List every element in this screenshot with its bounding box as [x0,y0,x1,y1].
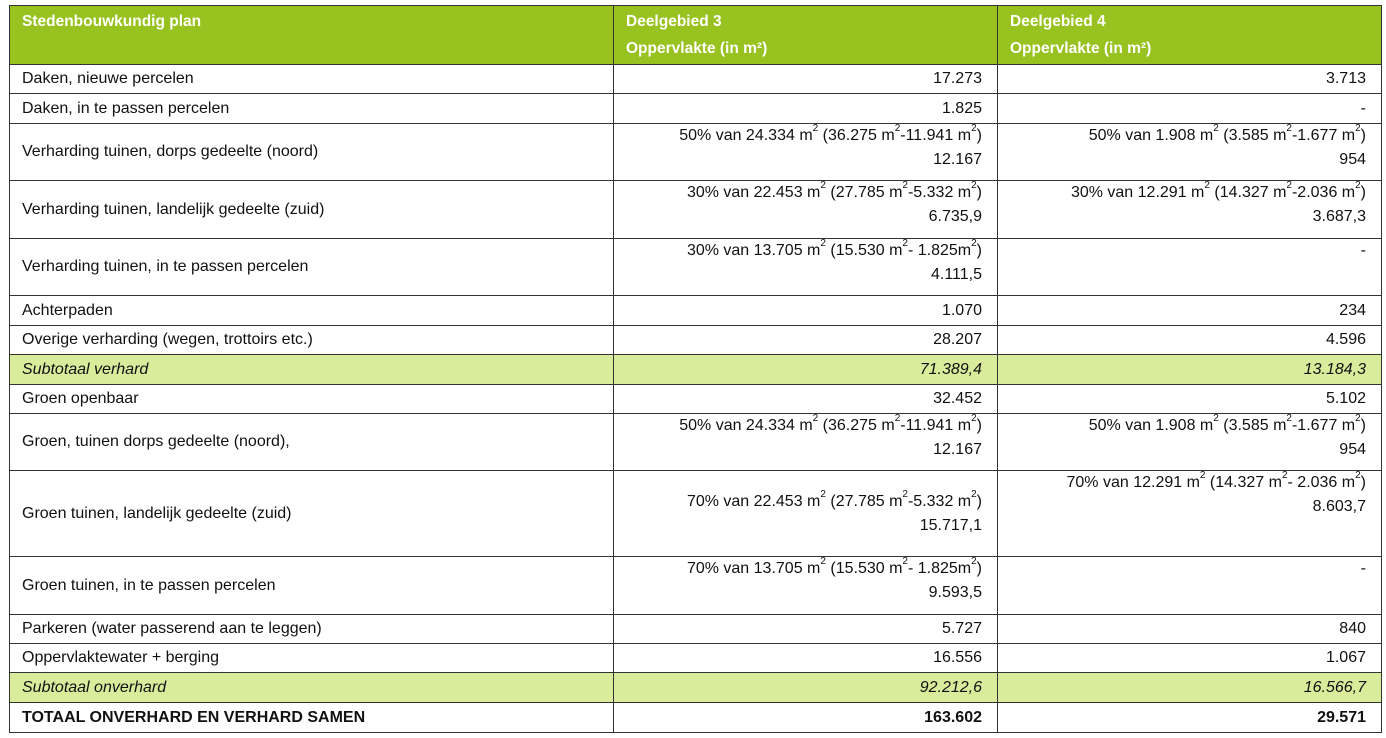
row-label: Groen tuinen, in te passen percelen [10,557,614,615]
row-label: Achterpaden [10,296,614,326]
cell-d3-calculation: 70% van 22.453 $m^2$ (27.785 $m^2-5.332$ $m^2$) [686,488,982,510]
cell-d4: 840 [998,615,1382,644]
cell-d3-calculation: 50% van 24.334 $m^2$ (36.275 $m^2-11.941$ $m^2$) [679,413,982,434]
cell-d3 [614,557,998,615]
row-label: Parkeren (water passerend aan te leggen) [10,615,614,644]
cell-d3: 32.452 [614,385,998,414]
cell-d4: 234 [998,296,1382,326]
row-label: Verharding tuinen, landelijk gedeelte (zuid) [10,181,614,239]
header-deelgebied-4 [998,6,1382,65]
table-row [10,94,1382,124]
table-row [10,65,1382,94]
cell-d4: - [998,557,1382,615]
cell-d4: 1.067 [998,644,1382,673]
cell-d4: 3.713 [998,65,1382,94]
row-label: Verharding tuinen, dorps gedeelte (noord) [10,124,614,181]
cell-d4-value: 8.603,7 [1312,498,1366,515]
cell-d3-value: 9.593,5 [928,584,982,601]
header-d3-unit: Oppervlakte (in m²) [626,40,768,57]
cell-d3 [614,239,998,296]
cell-d4: 13.184,3 [998,355,1382,385]
cell-d3 [614,124,998,181]
cell-d4-calculation: 50% van 1.908 $m^2$ (3.585 $m^2-1.677$ $m^2$) [1088,123,1366,144]
cell-d4 [998,471,1382,557]
header-d3-title: Deelgebied 3 [626,13,722,30]
cell-d3 [614,181,998,239]
row-label: Oppervlaktewater + berging [10,644,614,673]
cell-d3: 5.727 [614,615,998,644]
cell-d4-calculation: 70% van 12.291 $m^2$ (14.327 $m^2-$ 2.036 $m^2$) [1066,470,1366,491]
cell-d3: 28.207 [614,326,998,355]
row-label: Groen openbaar [10,385,614,414]
cell-d3: 1.070 [614,296,998,326]
table-row [10,124,1382,181]
header-d4-title: Deelgebied 4 [1010,13,1106,30]
row-label: Verharding tuinen, in te passen percelen [10,239,614,296]
cell-d3-value: 15.717,1 [919,516,982,534]
cell-d4-value: 954 [1339,441,1366,458]
header-plan [10,6,614,65]
cell-d3: 17.273 [614,65,998,94]
table-row [10,181,1382,239]
table-row [10,471,1382,557]
cell-d4 [998,181,1382,239]
cell-d4-value: 3.687,3 [1312,208,1366,225]
cell-d4: 16.566,7 [998,673,1382,703]
table-row [10,673,1382,703]
table-row [10,703,1382,733]
cell-d4-calculation: 30% van 12.291 $m^2$ (14.327 $m^2-2.036$ $m^2$) [1070,180,1366,201]
cell-d3-value: 6.735,9 [928,208,982,225]
cell-d3 [614,414,998,471]
row-label: Overige verharding (wegen, trottoirs etc.) [10,326,614,355]
cell-d3 [614,471,998,557]
cell-d3-calculation: 30% van 22.453 $m^2$ (27.785 $m^2-5.332$ $m^2$) [686,180,982,201]
cell-d3: 92.212,6 [614,673,998,703]
cell-d3: 16.556 [614,644,998,673]
cell-d3: 1.825 [614,94,998,124]
table-row [10,557,1382,615]
header-d4-unit: Oppervlakte (in m²) [1010,40,1152,57]
table-row [10,296,1382,326]
cell-d3: 163.602 [614,703,998,733]
header-deelgebied-3 [614,6,998,65]
cell-d4: 5.102 [998,385,1382,414]
cell-d3: 71.389,4 [614,355,998,385]
row-label: Daken, in te passen percelen [10,94,614,124]
table-row [10,385,1382,414]
table-row [10,326,1382,355]
cell-d4: - [998,94,1382,124]
table-row [10,615,1382,644]
cell-d3-calculation: 30% van 13.705 $m^2$ (15.530 $m^2-$ $1.825m^2$) [686,238,982,259]
table-row [10,644,1382,673]
cell-d3-calculation: 70% van 13.705 $m^2$ (15.530 $m^2-$ $1.825m^2$) [686,556,982,577]
cell-d4-calculation: 50% van 1.908 $m^2$ (3.585 $m^2-1.677$ $m^2$) [1088,413,1366,434]
table-row [10,239,1382,296]
row-label: Daken, nieuwe percelen [10,65,614,94]
cell-d3-value: 4.111,5 [930,266,982,283]
cell-d3-value: 12.167 [933,441,982,458]
cell-d4 [998,414,1382,471]
cell-d4: 4.596 [998,326,1382,355]
table-row [10,414,1382,471]
cell-d4: - [998,239,1382,296]
row-label: Groen tuinen, landelijk gedeelte (zuid) [10,471,614,557]
area-table [9,5,1382,733]
header-row [10,6,1382,65]
row-label: Subtotaal onverhard [10,673,614,703]
cell-d4 [998,124,1382,181]
cell-d3-value: 12.167 [933,151,982,168]
row-label: Groen, tuinen dorps gedeelte (noord), [10,414,614,471]
table-row [10,355,1382,385]
cell-d4-value: 954 [1339,151,1366,168]
header-plan-label: Stedenbouwkundig plan [22,13,202,30]
cell-d3-calculation: 50% van 24.334 $m^2$ (36.275 $m^2-11.941$ $m^2$) [679,123,982,144]
cell-d4: 29.571 [998,703,1382,733]
row-label: TOTAAL ONVERHARD EN VERHARD SAMEN [10,703,614,733]
row-label: Subtotaal verhard [10,355,614,385]
